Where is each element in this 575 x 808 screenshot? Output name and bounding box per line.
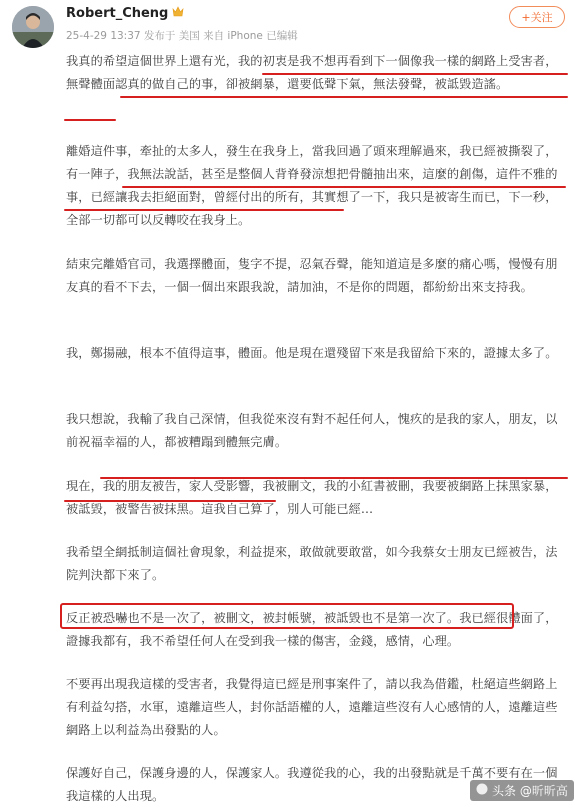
- post-header: [0, 0, 575, 52]
- watermark: [470, 780, 574, 801]
- paragraph-5: 我只想說，我輸了我自己深情，但我從來沒有對不起任何人，愧疚的是我的家人，朋友，以前祝福幸福的人，都被糟蹋到體無完膚。: [66, 412, 558, 449]
- follow-button[interactable]: +关注: [509, 6, 565, 28]
- watermark-text: 头条 @昕昕高: [492, 784, 568, 798]
- paragraph-3: 結束完離婚官司，我選擇體面，隻字不提，忍氣吞聲，能知道這是多麼的痛心嗎，慢慢有朋友真的看不下去，一個一個出來跟我說，請加油，不是你的問題，都紛紛出來支持我。: [66, 257, 558, 294]
- paragraph-9: 不要再出現我這樣的受害者，我覺得這已經是刑事案件了，請以我為借鑑，杜絕這些網路上有利益勾搭，水軍，遠離這些人，封你話語權的人，遠離這些沒有人心感情的人，遠離這些網路上以利益為出發點的人。: [66, 677, 558, 737]
- avatar[interactable]: [12, 6, 54, 48]
- post-meta: 25-4-29 13:37 发布于 美国 来自 iPhone 已编辑: [66, 30, 298, 42]
- paragraph-8: 反正被恐嚇也不是一次了，被刪文，被封帳號，被詆毀也不是第一次了。我已經很體面了，證據我都有，我不希望任何人在受到我一樣的傷害，金錢，感情，心理。: [66, 611, 558, 648]
- username-text: Robert_Cheng: [66, 6, 169, 21]
- paragraph-7: 我希望全網抵制這個社會現象，利益提來，敢做就要敢當，如今我蔡女士朋友已經被告，法院判決都下來了。: [66, 545, 558, 582]
- paragraph-10: 保護好自己，保護身邊的人，保護家人。我遵從我的心，我的出發點就是千萬不要有在一個我這樣的人出現。: [66, 766, 558, 803]
- red-underline: [64, 119, 116, 121]
- paragraph-1: 我真的希望這個世界上還有光，我的初衷是我不想再看到下一個像我一樣的網路上受害者，無聲體面認真的做自己的事，卻被網暴，還要低聲下氣，無法發聲，被詆毀造謠。: [66, 54, 558, 91]
- paragraph-6: 現在，我的朋友被告，家人受影響，我被刪文，我的小紅書被刪，我要被網路上抹黑家暴，被詆毀，被警告被抹黑。這我自己算了，別人可能已經…: [66, 479, 558, 516]
- logo-icon: [476, 783, 488, 798]
- crown-badge-icon: [172, 6, 184, 21]
- red-underline: [120, 96, 568, 98]
- paragraph-4: 我，鄭揚融，根本不值得這事，體面。他是現在還殘留下來是我留給下來的，證據太多了。: [66, 346, 558, 360]
- username[interactable]: [66, 6, 184, 21]
- paragraph-2: 離婚這件事，牽扯的太多人，發生在我身上，當我回過了頭來理解過來，我已經被撕裂了，有一陣子，我無法說話，甚至是整個人背脊發涼想把骨髓抽出來，這麼的創傷，這件不雅的事，已經讓我去拒絕面對，曾經付出的所有，其實想了一下，我只是被寄生而已，下一秒，全部一切都可以反轉咬在我身上。: [66, 144, 558, 227]
